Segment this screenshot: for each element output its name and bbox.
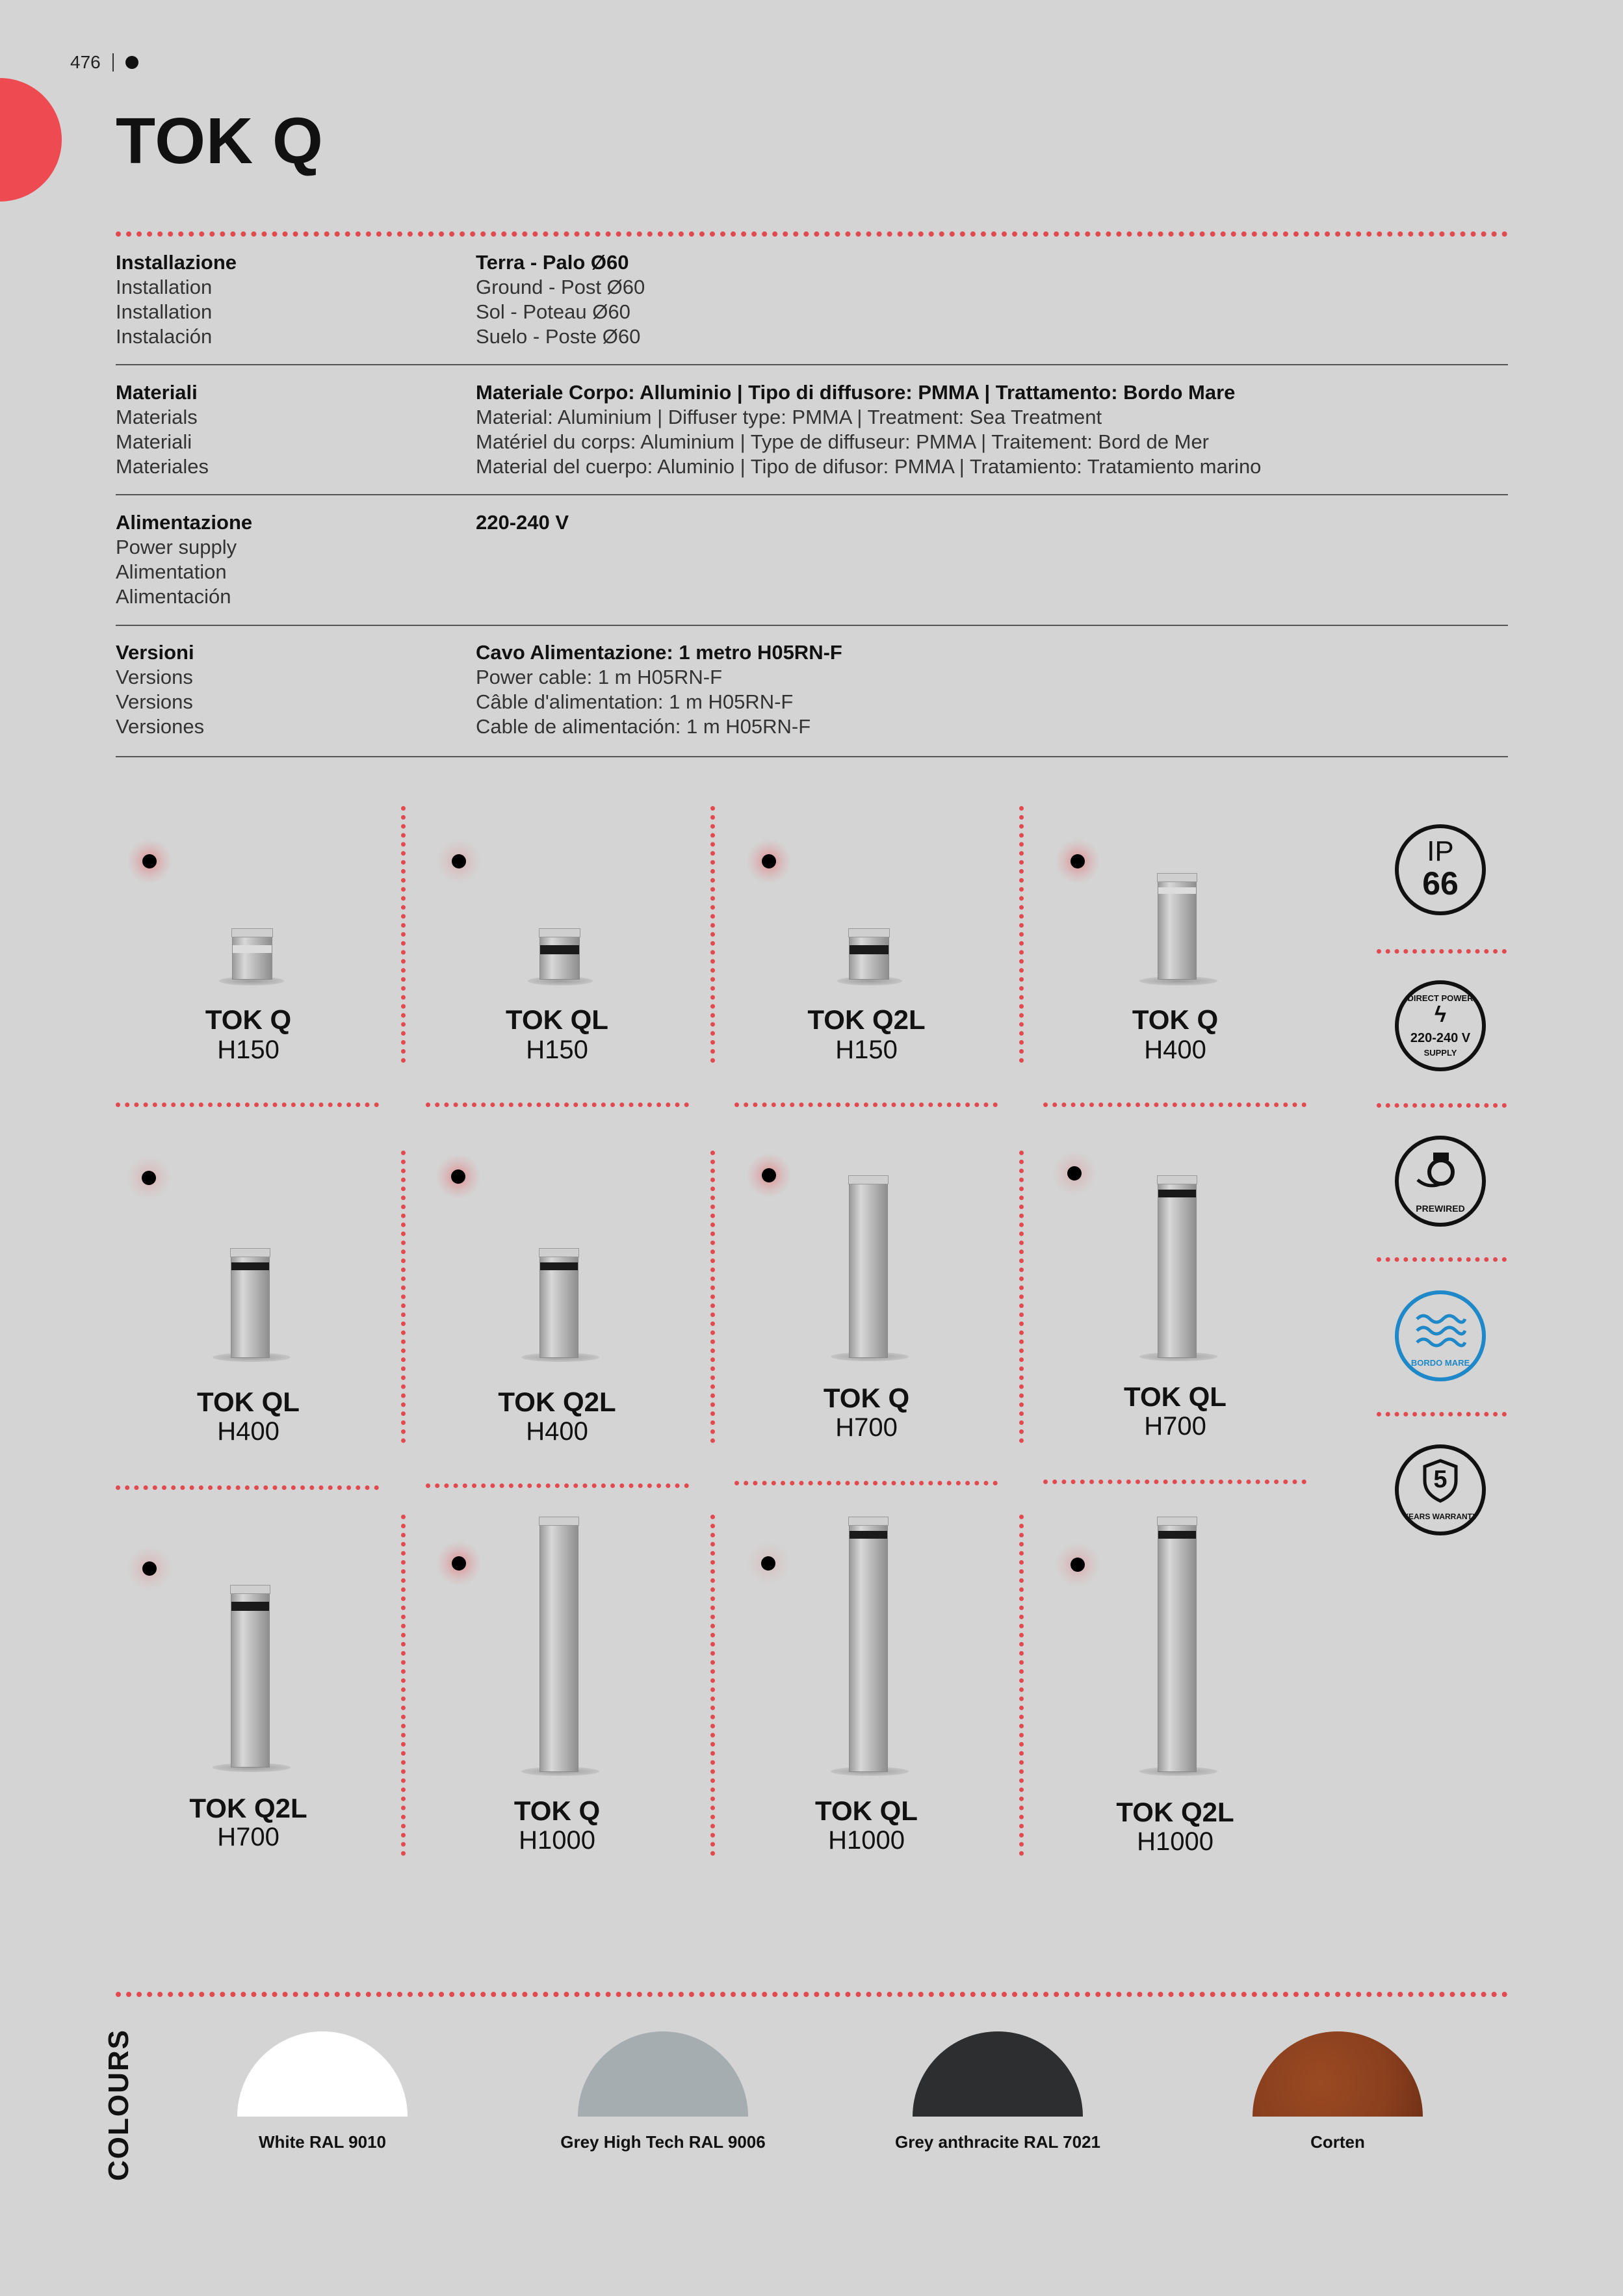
prewired-text: PREWIRED	[1416, 1203, 1465, 1214]
power-top-text: DIRECT POWER	[1407, 993, 1474, 1003]
spec-value: Terra - Palo Ø60	[476, 251, 629, 274]
light-emission-icon	[435, 1154, 481, 1199]
spec-installation-labels	[116, 250, 237, 349]
light-emission-icon	[436, 1541, 482, 1586]
product-name: TOK Q2L	[1116, 1797, 1234, 1827]
warranty-text: YEARS WARRANTY	[1403, 1512, 1477, 1521]
product-name: TOK QL	[815, 1795, 918, 1826]
dotted-divider	[116, 1992, 1508, 1997]
product-card[interactable]	[404, 1141, 710, 1446]
sea-treatment-icon	[1395, 1290, 1486, 1381]
ip-value: 66	[1422, 865, 1459, 902]
product-card[interactable]	[96, 1141, 401, 1446]
light-emission-icon	[127, 839, 172, 884]
spec-value: Ground - Post Ø60	[476, 276, 645, 298]
light-emission-icon	[126, 1155, 172, 1201]
spec-label: Installazione	[116, 251, 237, 274]
spec-label: Materials	[116, 406, 198, 428]
spec-value: Suelo - Poste Ø60	[476, 325, 641, 348]
product-height: H1000	[828, 1826, 905, 1855]
light-emission-icon	[1055, 1542, 1100, 1587]
row-divider	[116, 756, 1508, 757]
product-card[interactable]	[714, 806, 1019, 1086]
page-title: TOK Q	[116, 105, 324, 177]
product-height: H700	[1144, 1412, 1206, 1441]
sea-text: BORDO MARE	[1410, 1358, 1470, 1368]
light-emission-icon	[1055, 839, 1100, 884]
spec-label: Versiones	[116, 715, 205, 738]
spec-label: Versions	[116, 690, 193, 713]
product-name: TOK Q2L	[498, 1387, 616, 1417]
colour-swatch[interactable]	[1253, 2031, 1423, 2117]
colours-heading: COLOURS	[103, 2029, 135, 2181]
product-height: H150	[526, 1036, 588, 1064]
spec-value: Power cable: 1 m H05RN-F	[476, 666, 723, 688]
product-name: TOK Q	[205, 1004, 292, 1035]
light-emission-icon	[746, 839, 792, 884]
colour-swatch[interactable]	[913, 2031, 1083, 2117]
product-card[interactable]	[1022, 806, 1328, 1086]
ip66-icon	[1395, 824, 1486, 915]
colour-swatch[interactable]	[237, 2031, 408, 2117]
product-image	[231, 1253, 270, 1358]
grid-divider	[426, 1483, 689, 1488]
product-card[interactable]	[714, 1521, 1019, 1859]
grid-divider	[116, 1102, 379, 1107]
grid-divider	[1043, 1480, 1306, 1484]
spec-materials-labels	[116, 380, 209, 479]
product-card[interactable]	[404, 806, 710, 1086]
product-height: H400	[1144, 1036, 1206, 1064]
product-name: TOK Q	[513, 1795, 601, 1826]
grid-divider	[1377, 1257, 1507, 1262]
light-emission-icon	[1052, 1151, 1097, 1196]
row-divider	[116, 494, 1508, 495]
spec-value: Câble d'alimentation: 1 m H05RN-F	[476, 690, 794, 713]
product-name: TOK QL	[1124, 1381, 1227, 1412]
product-image	[1158, 1521, 1197, 1772]
product-name: TOK Q2L	[189, 1793, 307, 1823]
power-bottom-text: SUPPLY	[1423, 1048, 1457, 1058]
spec-label: Versioni	[116, 641, 194, 664]
light-emission-icon	[127, 1546, 172, 1591]
spec-value: Sol - Poteau Ø60	[476, 300, 630, 323]
spec-label: Instalación	[116, 325, 213, 348]
spec-label: Alimentación	[116, 585, 231, 608]
product-height: H700	[217, 1823, 279, 1851]
row-divider	[116, 364, 1508, 365]
colour-name: Grey High Tech RAL 9006	[560, 2132, 766, 2152]
grid-divider	[734, 1102, 998, 1107]
product-name: TOK QL	[197, 1387, 300, 1417]
prewired-icon	[1395, 1136, 1486, 1227]
colour-name: Corten	[1310, 2132, 1365, 2152]
grid-divider	[116, 1485, 379, 1490]
divider	[112, 53, 114, 72]
spec-label: Installation	[116, 276, 213, 298]
product-height: H700	[835, 1413, 898, 1442]
warranty-icon	[1395, 1444, 1486, 1535]
product-height: H1000	[519, 1826, 595, 1855]
product-name: TOK QL	[506, 1004, 608, 1035]
product-card[interactable]	[1022, 1521, 1328, 1859]
spec-label: Materiali	[116, 381, 198, 404]
product-image	[231, 1589, 270, 1768]
product-card[interactable]	[404, 1521, 710, 1859]
spec-label: Materiales	[116, 455, 209, 478]
spec-power-labels	[116, 510, 252, 609]
spec-label: Installation	[116, 300, 213, 323]
dotted-divider	[116, 231, 1508, 237]
lightning-icon: ϟ	[1435, 1002, 1446, 1027]
product-name: TOK Q	[1132, 1004, 1219, 1035]
colour-name: Grey anthracite RAL 7021	[895, 2132, 1100, 2152]
waves-icon	[1414, 1311, 1466, 1350]
product-height: H150	[835, 1036, 898, 1064]
spec-value: Materiale Corpo: Alluminio | Tipo di diffusore: PMMA | Trattamento: Bordo Mare	[476, 381, 1236, 404]
product-image	[849, 1180, 888, 1358]
product-image	[539, 1521, 578, 1772]
grid-divider	[426, 1102, 689, 1107]
spec-versions-labels	[116, 640, 204, 739]
spec-value: 220-240 V	[476, 511, 569, 534]
spec-label: Power supply	[116, 536, 237, 558]
light-emission-icon	[746, 1153, 792, 1198]
section-marker	[0, 78, 62, 202]
cable-icon	[1415, 1151, 1467, 1192]
spec-installation-values	[476, 250, 645, 349]
product-height: H400	[526, 1417, 588, 1446]
power-voltage: 220-240 V	[1410, 1031, 1471, 1045]
product-height: H150	[217, 1036, 279, 1064]
product-image	[1158, 1180, 1197, 1358]
colour-name: White RAL 9010	[258, 2132, 386, 2152]
product-image	[539, 933, 580, 980]
direct-power-icon	[1395, 980, 1486, 1071]
light-emission-icon	[746, 1541, 791, 1586]
spec-value: Material del cuerpo: Aluminio | Tipo de difusor: PMMA | Tratamiento: Tratamiento marino	[476, 455, 1262, 478]
ip-label: IP	[1427, 835, 1454, 867]
spec-value: Cable de alimentación: 1 m H05RN-F	[476, 715, 811, 738]
grid-divider	[1377, 949, 1507, 954]
spec-versions-values	[476, 640, 842, 739]
product-image	[849, 1521, 888, 1772]
product-card[interactable]	[96, 1521, 401, 1859]
spec-label: Materiali	[116, 430, 192, 453]
product-card[interactable]	[96, 806, 401, 1086]
row-divider	[116, 625, 1508, 626]
colour-swatch[interactable]	[578, 2031, 748, 2117]
spec-value: Material: Aluminium | Diffuser type: PMMA | Treatment: Sea Treatment	[476, 406, 1102, 428]
grid-divider	[1377, 1412, 1507, 1416]
warranty-years: 5	[1433, 1466, 1448, 1493]
product-card[interactable]	[714, 1141, 1019, 1446]
spec-value: Matériel du corps: Aluminium | Type de diffuseur: PMMA | Traitement: Bord de Mer	[476, 430, 1210, 453]
product-card[interactable]	[1022, 1141, 1328, 1446]
spec-power-values	[476, 510, 569, 535]
product-image	[849, 933, 889, 980]
spec-label: Alimentazione	[116, 511, 253, 534]
bullet-icon	[125, 56, 138, 69]
spec-value: Cavo Alimentazione: 1 metro H05RN-F	[476, 641, 842, 664]
product-image	[232, 933, 272, 980]
product-image	[1158, 878, 1197, 980]
grid-divider	[734, 1481, 998, 1485]
page-number-text: 476	[70, 52, 101, 72]
page-number	[70, 52, 138, 73]
grid-divider	[1377, 1103, 1507, 1108]
light-emission-icon	[436, 839, 482, 884]
spec-label: Versions	[116, 666, 193, 688]
product-height: H400	[217, 1417, 279, 1446]
spec-label: Alimentation	[116, 560, 227, 583]
product-height: H1000	[1137, 1827, 1214, 1856]
product-image	[539, 1253, 578, 1358]
grid-divider	[1043, 1102, 1306, 1107]
spec-materials-values	[476, 380, 1261, 479]
product-name: TOK Q	[823, 1383, 910, 1413]
product-name: TOK Q2L	[807, 1004, 926, 1035]
